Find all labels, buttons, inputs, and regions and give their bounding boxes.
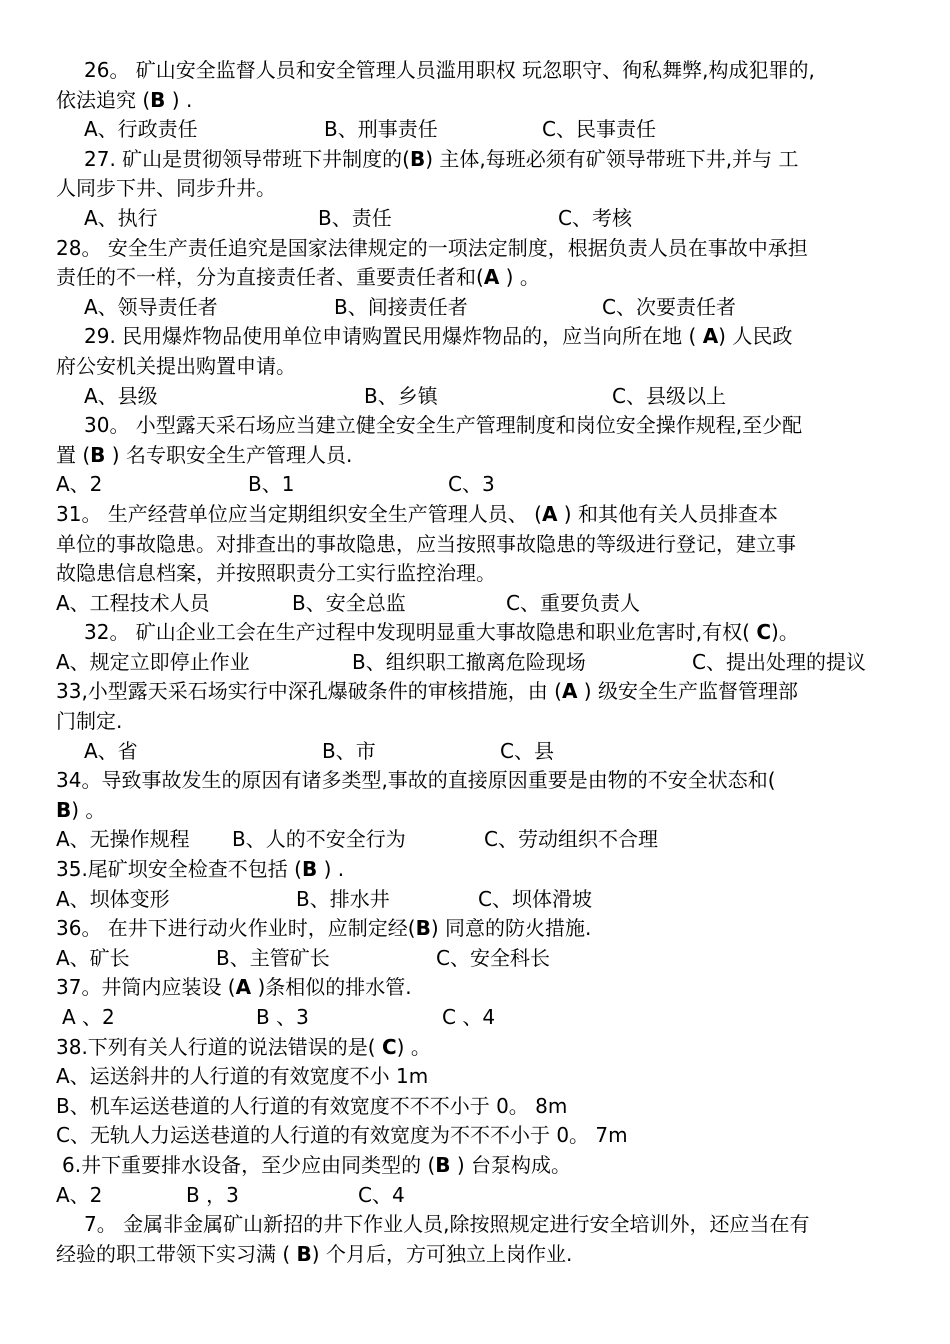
q28-option-a: A、领导责任者	[84, 294, 218, 319]
q31-option-c: C、重要负责人	[506, 590, 640, 615]
q32-option-b: B、组织职工撤离危险现场	[352, 649, 586, 674]
q7-answer: B	[296, 1241, 312, 1266]
q28-option-b: B、间接责任者	[334, 294, 468, 319]
q6-option-c: C、4	[358, 1182, 405, 1207]
q28-text-2: 责任的不一样，分为直接责任者、重要责任者和(	[56, 265, 484, 290]
q28-line2	[56, 263, 900, 293]
q30-line1	[56, 411, 900, 441]
q33-options	[56, 737, 900, 767]
q30-options	[56, 470, 900, 500]
q6-text-2: ) 台泵构成。	[450, 1152, 572, 1177]
q38-text: 38.下列有关人行道的说法错误的是(	[56, 1034, 382, 1059]
q27-text-3: 人同步下井、同步升井。	[56, 176, 276, 201]
q35-option-b: B、排水井	[296, 886, 390, 911]
q6-answer: B	[435, 1152, 451, 1177]
q26-options	[56, 115, 900, 145]
q6-line1	[56, 1151, 900, 1181]
q34-option-b: B、人的不安全行为	[232, 827, 406, 852]
q37-text-2: )条相似的排水管.	[251, 975, 412, 1000]
q29-option-a: A、县级	[84, 383, 158, 408]
q27-answer: B	[409, 146, 426, 171]
q32-text: 32。 矿山企业工会在生产过程中发现明显重大事故隐患和职业危害时,有权(	[84, 620, 757, 645]
q29-text-3: 府公安机关提出购置申请。	[56, 353, 296, 378]
q38-line1	[56, 1033, 900, 1063]
q6-text: 6.井下重要排水设备，至少应由同类型的 (	[62, 1152, 436, 1177]
q26-line1	[56, 56, 900, 86]
q26-text-2: 依法追究 (	[56, 87, 151, 112]
q27-line2	[56, 174, 900, 204]
q34-answer: B	[56, 797, 72, 822]
q32-options	[56, 648, 900, 678]
q26-text-3: ) .	[165, 87, 193, 112]
q31-options	[56, 589, 900, 619]
q7-line1	[56, 1210, 900, 1240]
q33-option-c: C、县	[500, 738, 554, 763]
q37-text: 37。井筒内应装设 (	[56, 975, 236, 1000]
q34-option-c: C、劳动组织不合理	[484, 827, 658, 852]
q27-option-a: A、执行	[84, 205, 158, 230]
q28-line1	[56, 234, 900, 264]
q30-text-2: 置 (	[56, 442, 91, 467]
q32-line1	[56, 618, 900, 648]
q27-text: 27. 矿山是贯彻领导带班下井制度的(	[84, 146, 410, 171]
q34-line2	[56, 796, 900, 826]
q30-option-c: C、3	[448, 472, 495, 497]
q30-line2	[56, 441, 900, 471]
q7-text: 7。 金属非金属矿山新招的井下作业人员,除按照规定进行安全培训外，还应当在有	[84, 1212, 810, 1237]
q27-option-b: B、责任	[318, 205, 392, 230]
q33-option-a: A、省	[84, 738, 138, 763]
q29-text: 29. 民用爆炸物品使用单位申请购置民用爆炸物品的，应当向所在地 (	[84, 324, 703, 349]
q36-line1	[56, 914, 900, 944]
q37-answer: A	[235, 975, 252, 1000]
q33-text-2: ) 级安全生产监督管理部	[577, 679, 798, 704]
q31-option-b: B、安全总监	[292, 590, 406, 615]
q36-option-a: A、矿长	[56, 945, 130, 970]
q6-options	[56, 1181, 900, 1211]
q28-options	[56, 293, 900, 323]
q27-line1	[56, 145, 900, 175]
q31-line1	[56, 500, 900, 530]
q34-text: 34。导致事故发生的原因有诸多类型,事故的直接原因重要是由物的不安全状态和(	[56, 768, 776, 793]
q36-answer: B	[415, 916, 431, 941]
q30-text: 30。 小型露天采石场应当建立健全安全生产管理制度和岗位安全操作规程,至少配	[84, 413, 803, 438]
q31-option-a: A、工程技术人员	[56, 590, 210, 615]
q31-text-2: ) 和其他有关人员排查本	[557, 501, 778, 526]
q29-options	[56, 382, 900, 412]
q35-option-a: A、坝体变形	[56, 886, 170, 911]
q7-line2	[56, 1240, 900, 1270]
q31-text-3: 单位的事故隐患。对排查出的事故隐患，应当按照事故隐患的等级进行登记，建立事	[56, 531, 796, 556]
q33-option-b: B、市	[322, 738, 376, 763]
q38-answer: C	[381, 1034, 397, 1059]
q36-options	[56, 944, 900, 974]
q27-option-c: C、考核	[558, 205, 632, 230]
q37-option-c: C 、4	[442, 1005, 496, 1029]
q34-options	[56, 825, 900, 855]
q35-line1	[56, 855, 900, 885]
q31-text-4: 故隐患信息档案，并按照职责分工实行监控治理。	[56, 561, 496, 586]
q33-text-3: 门制定.	[56, 709, 123, 734]
q28-option-c: C、次要责任者	[602, 294, 736, 319]
q28-text-3: ) 。	[499, 265, 540, 290]
q26-option-a: A、行政责任	[84, 117, 198, 142]
q36-option-c: C、安全科长	[436, 945, 550, 970]
q32-option-a: A、规定立即停止作业	[56, 649, 250, 674]
q31-line3	[56, 559, 900, 589]
q33-line2	[56, 707, 900, 737]
q30-answer: B	[90, 442, 106, 467]
q35-text: 35.尾矿坝安全检查不包括 (	[56, 857, 302, 882]
q34-line1	[56, 766, 900, 796]
q36-text: 36。 在井下进行动火作业时，应制定经(	[56, 916, 416, 941]
q31-text: 31。 生产经营单位应当定期组织安全生产管理人员、 (	[56, 501, 542, 526]
q29-option-b: B、乡镇	[364, 383, 438, 408]
q29-answer: A	[702, 324, 719, 349]
q36-option-b: B、主管矿长	[216, 945, 330, 970]
q7-text-2: 经验的职工带领下实习满 (	[56, 1241, 297, 1266]
q38-text-2: ) 。	[396, 1034, 431, 1059]
q37-line1	[56, 973, 900, 1003]
q30-text-3: ) 名专职安全生产管理人员.	[105, 442, 353, 467]
q38-option-c: C、无轨人力运送巷道的人行道的有效宽度为不不不小于 0。 7m	[56, 1123, 628, 1148]
q37-option-a: A 、2	[62, 1005, 115, 1029]
q28-answer: A	[483, 265, 500, 290]
q6-option-b: B ，3	[186, 1182, 239, 1207]
q32-answer: C	[756, 620, 772, 645]
q30-option-a: A、2	[56, 472, 103, 497]
q31-line2	[56, 530, 900, 560]
q29-line2	[56, 352, 900, 382]
q38-option-b: B、机车运送巷道的人行道的有效宽度不不不小于 0。 8m	[56, 1093, 568, 1118]
q32-option-c: C、提出处理的提议	[692, 649, 866, 674]
q34-text-2: ) 。	[71, 797, 106, 822]
q32-text-2: )。	[771, 620, 799, 645]
q35-options	[56, 885, 900, 915]
q29-option-c: C、县级以上	[612, 383, 726, 408]
q34-option-a: A、无操作规程	[56, 827, 190, 852]
q26-text: 26。 矿山安全监督人员和安全管理人员滥用职权 玩忽职守、徇私舞弊,构成犯罪的,	[84, 58, 815, 82]
q31-answer: A	[541, 501, 558, 526]
q37-options	[56, 1003, 900, 1033]
q26-line2	[56, 86, 900, 116]
q36-text-2: ) 同意的防火措施.	[430, 916, 592, 941]
q28-text: 28。 安全生产责任追究是国家法律规定的一项法定制度，根据负责人员在事故中承担	[56, 235, 808, 260]
q33-line1	[56, 677, 900, 707]
q6-option-a: A、2	[56, 1182, 103, 1207]
q7-text-3: ) 个月后，方可独立上岗作业.	[311, 1241, 573, 1266]
q38-option-a: A、运送斜井的人行道的有效宽度不小 1m	[56, 1064, 429, 1089]
q33-text: 33,小型露天采石场实行中深孔爆破条件的审核措施，由 (	[56, 679, 562, 704]
q30-option-b: B、1	[248, 472, 295, 497]
q35-option-c: C、坝体滑坡	[478, 886, 592, 911]
q35-answer: B	[301, 857, 318, 882]
q26-answer: B	[150, 87, 166, 112]
q35-text-2: ) .	[317, 857, 345, 882]
q26-option-c: C、民事责任	[542, 117, 656, 142]
q37-option-b: B 、3	[256, 1005, 309, 1029]
q27-options	[56, 204, 900, 234]
q27-text-2: ) 主体,每班必须有矿领导带班下井,并与 工	[425, 146, 799, 171]
q29-line1	[56, 322, 900, 352]
q29-text-2: ) 人民政	[718, 324, 793, 349]
q33-answer: A	[561, 679, 578, 704]
q26-option-b: B、刑事责任	[324, 117, 438, 142]
